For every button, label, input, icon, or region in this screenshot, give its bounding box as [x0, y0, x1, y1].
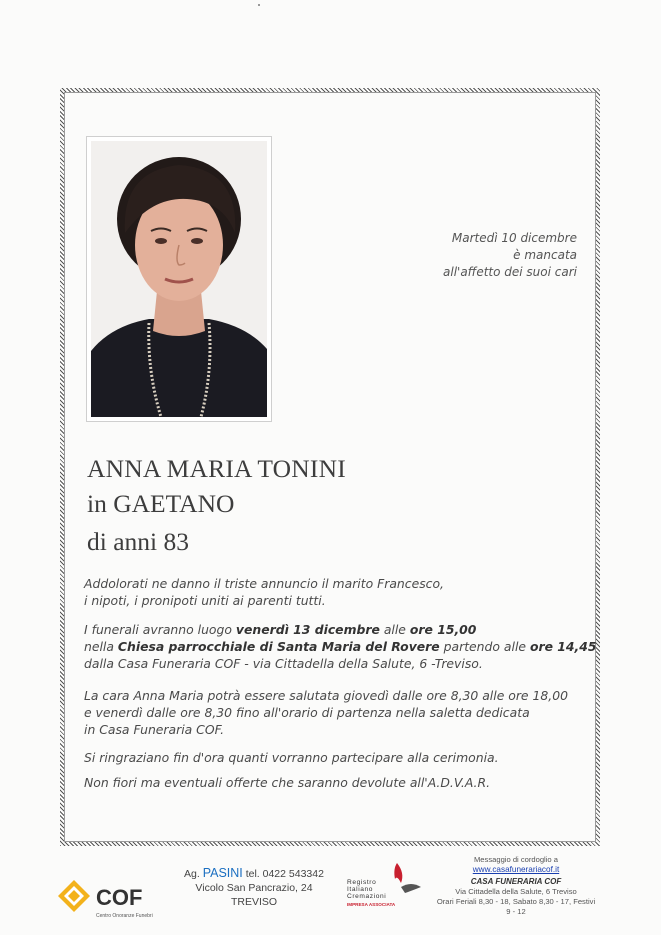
casa-hours: Orari Feriali 8,30 - 18, Sabato 8,30 - 17, Festivi [436, 897, 596, 906]
flame-bird-icon [345, 857, 427, 909]
agency-address: Vicolo San Pancrazio, 24 [195, 882, 313, 894]
death-date-note [377, 230, 577, 281]
footer [0, 852, 661, 935]
text-fragment: alle [379, 622, 410, 637]
text-line: dalla Casa Funeraria COF - via Cittadella della Salute, 6 -Treviso. [84, 656, 483, 671]
cof-subtitle: Centro Onoranze Funebri [96, 913, 153, 919]
registro-cremazioni-logo [345, 857, 427, 909]
text-fragment: I funerali avranno luogo [84, 622, 236, 637]
cof-logo [56, 872, 166, 922]
casa-funeraria-name: CASA FUNERARIA COF [470, 877, 562, 886]
agency-phone: tel. 0422 543342 [245, 868, 324, 880]
deceased-age: di anni 83 [87, 527, 189, 556]
text-line [84, 621, 584, 638]
married-name: in GAETANO [87, 489, 235, 518]
visitation-paragraph [84, 687, 584, 738]
registro-line3: Cremazioni [347, 893, 387, 900]
church-name: Chiesa parrocchiale di Santa Maria del Rovere [117, 639, 440, 654]
registro-line4: IMPRESA ASSOCIATA [347, 902, 396, 907]
agency-name: PASINI [202, 866, 243, 880]
agency-line [174, 866, 334, 881]
flowers-paragraph [84, 774, 584, 791]
funeral-time: ore 15,00 [409, 622, 477, 637]
funeral-paragraph [84, 621, 597, 672]
funeral-date: venerdì 13 dicembre [235, 622, 380, 637]
cof-brand-text: COF [96, 885, 143, 910]
condolence-link[interactable]: www.casafunerariacof.it [472, 865, 560, 874]
date-line: Martedì 10 dicembre [451, 231, 577, 245]
cof-diamond-icon [56, 872, 166, 922]
text-line: Addolorati ne danno il triste annuncio il marito Francesco, [84, 576, 444, 591]
agency-city: TREVISO [230, 896, 278, 908]
portrait-image [91, 141, 267, 417]
portrait-photo [86, 136, 272, 422]
condolence-info [436, 855, 596, 917]
date-line: all'affetto dei suoi cari [443, 265, 577, 279]
text-line: Si ringraziano fin d'ora quanti vorranno partecipare alla cerimonia. [84, 750, 499, 765]
text-line [84, 638, 597, 655]
condolence-title: Messaggio di cordoglio a [473, 855, 558, 864]
casa-hours-holidays: 9 - 12 [506, 907, 526, 916]
casa-address: Via Cittadella della Salute, 6 Treviso [455, 887, 577, 896]
text-line: in Casa Funeraria COF. [84, 722, 225, 737]
text-fragment: partendo alle [439, 639, 530, 654]
thanks-paragraph [84, 749, 584, 766]
agency-prefix: Ag. [184, 868, 200, 880]
registro-line2: Italiano [347, 886, 374, 893]
agency-info [174, 866, 334, 909]
registro-line1: Registro [347, 879, 377, 886]
text-line: e venerdì dalle ore 8,30 fino all'orario di partenza nella saletta dedicata [84, 705, 530, 720]
announcement-paragraph [84, 575, 584, 609]
date-line: è mancata [513, 248, 577, 262]
text-line: Non fiori ma eventuali offerte che saranno devolute all'A.D.V.A.R. [84, 775, 491, 790]
text-line: i nipoti, i pronipoti uniti ai parenti tutti. [84, 593, 326, 608]
text-line: La cara Anna Maria potrà essere salutata giovedì dalle ore 8,30 alle ore 18,00 [84, 688, 568, 703]
text-fragment: nella [84, 639, 118, 654]
scan-speck [258, 4, 260, 6]
deceased-name: ANNA MARIA TONINI [87, 454, 346, 483]
departure-time: ore 14,45 [529, 639, 597, 654]
